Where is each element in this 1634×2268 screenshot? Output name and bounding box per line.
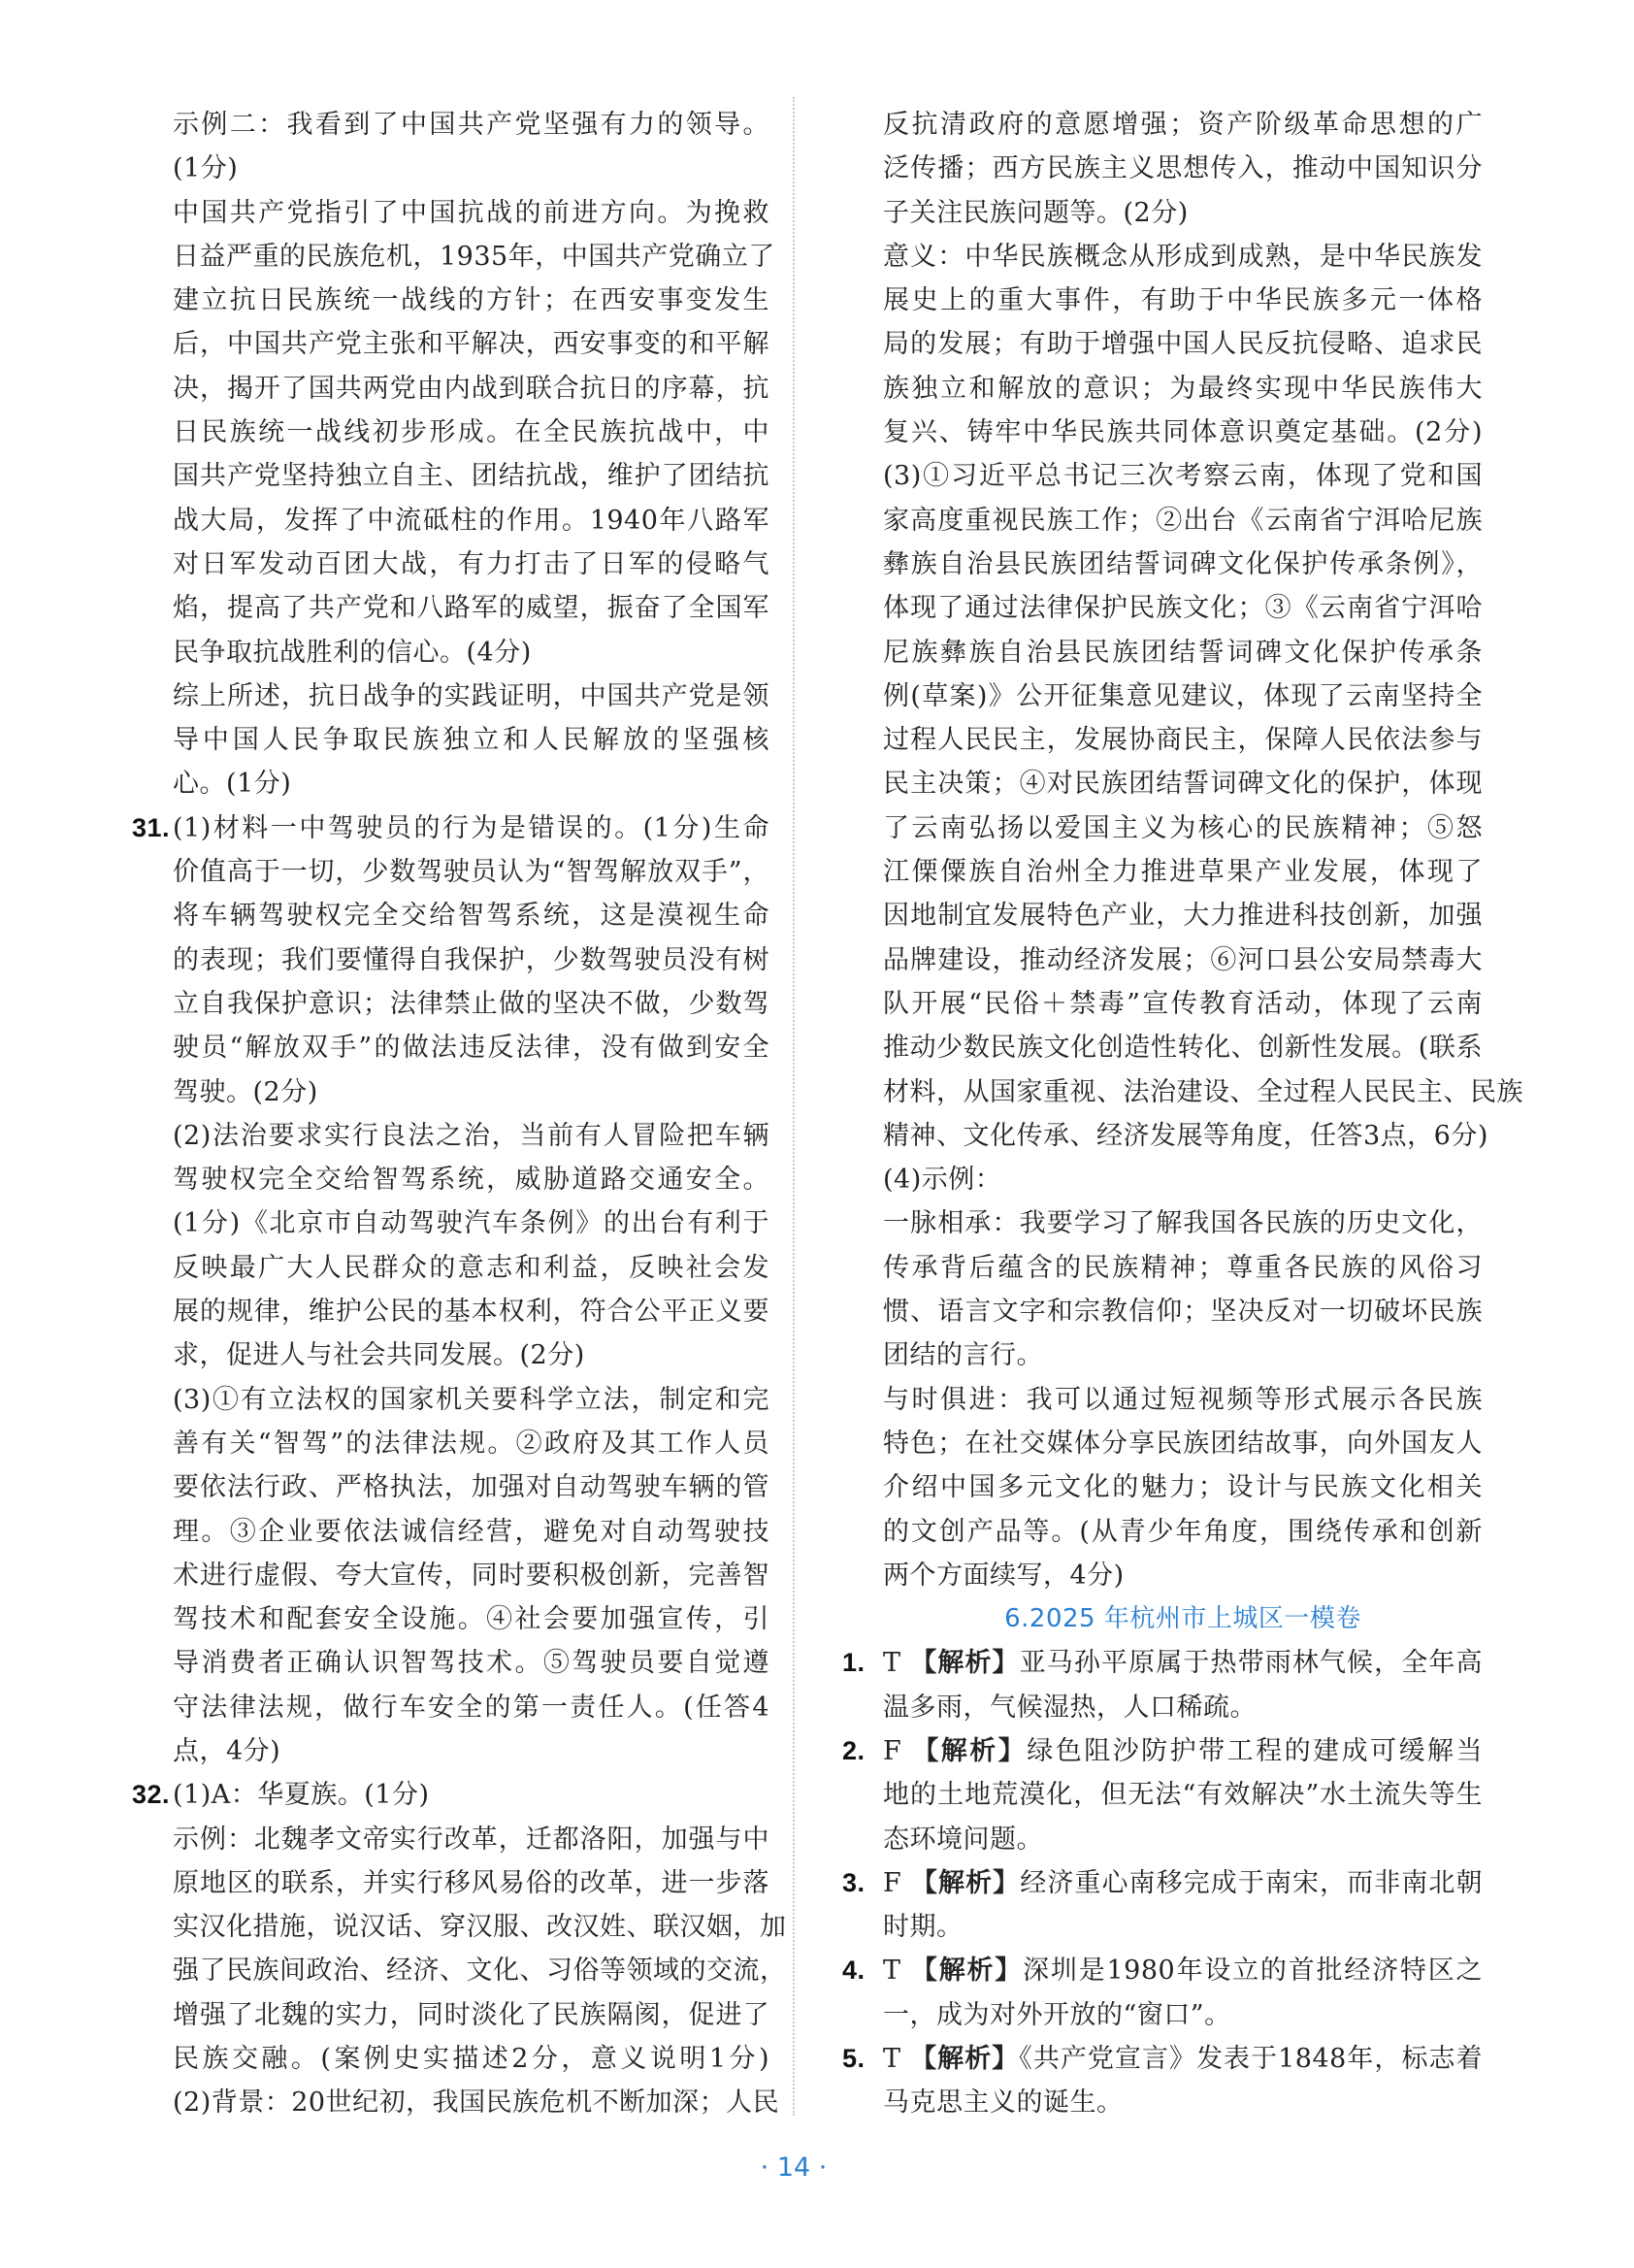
line-text: 求，促进人与社会共同发展。(2分): [173, 1340, 585, 1371]
text-line: [173, 762, 769, 805]
line-text: 民争取抗战胜利的信心。(4分): [173, 637, 532, 668]
text-line: [883, 1246, 1483, 1290]
text-line: [883, 1114, 1488, 1158]
text-line: [883, 1333, 1483, 1377]
line-text: 了云南弘扬以爱国主义为核心的民族精神；⑤怒: [883, 812, 1483, 843]
text-line: [883, 279, 1483, 322]
line-text: 将车辆驾驶权完全交给智驾系统，这是漠视生命: [173, 901, 769, 932]
analysis-label: 【解析】: [910, 1648, 1020, 1679]
text-line: [883, 1158, 1483, 1201]
text-line: [883, 1686, 1483, 1729]
line-text: 地的土地荒漠化，但无法“有效解决”水土流失等生: [883, 1780, 1483, 1811]
line-text: (3)①有立法权的国家机关要科学立法，制定和完: [173, 1384, 769, 1415]
line-text: 过程人民民主，发展协商民主，保障人民依法参与: [883, 725, 1483, 756]
line-text: 例(草案)》公开征集意见建议，体现了云南坚持全: [883, 680, 1483, 711]
text-line: [883, 322, 1483, 366]
analysis-label: 【解析】: [910, 1867, 1021, 1898]
text-line: [173, 1465, 769, 1509]
column-divider: [793, 97, 795, 2116]
line-text: 《共产党宣言》发表于1848年，标志着: [1019, 2044, 1484, 2075]
line-text: 增强了北魏的实力，同时淡化了民族隔阂，促进了: [173, 1999, 769, 2030]
text-line: [883, 1510, 1483, 1554]
text-line: [173, 1290, 769, 1333]
line-text: 尼族彝族自治县民族团结誓词碑文化保护传承条: [883, 637, 1483, 668]
text-line: [883, 938, 1483, 982]
line-text: 与时俱进：我可以通过短视频等形式展示各民族: [883, 1384, 1483, 1415]
answer-key: F: [883, 1867, 911, 1898]
line-text: 因地制宜发展特色产业，大力推进科技创新，加强: [883, 901, 1483, 932]
text-line: [883, 674, 1483, 718]
text-line: [883, 191, 1483, 235]
text-line: [883, 1378, 1483, 1422]
line-text: 导消费者正确认识智驾技术。⑤驾驶员要自觉遵: [173, 1648, 769, 1679]
text-line: [883, 1422, 1483, 1465]
line-text: 彝族自治县民族团结誓词碑文化保护传承条例》，: [883, 548, 1483, 579]
analysis-label: 【解析】: [910, 1956, 1024, 1987]
text-line: [883, 718, 1483, 762]
text-line: [173, 1597, 769, 1641]
text-line: [173, 982, 769, 1026]
line-text: 决，揭开了国共两党由内战到联合抗日的序幕，抗: [173, 373, 769, 404]
text-line: [883, 1465, 1483, 1509]
text-line: [883, 2081, 1483, 2124]
line-text: 强了民族间政治、经济、文化、习俗等领域的交流，: [173, 1956, 787, 1987]
text-line: [883, 762, 1483, 805]
question-number: 4.: [842, 1956, 866, 1986]
text-line: [173, 454, 769, 498]
text-line: [173, 718, 769, 762]
line-text: 推动少数民族文化创造性转化、创新性发展。(联系: [883, 1033, 1483, 1064]
text-line: [173, 1861, 769, 1905]
line-text: 要依法行政、严格执法，加强对自动驾驶车辆的管: [173, 1472, 769, 1503]
text-line: [132, 806, 769, 850]
line-text: 材料，从国家重视、法治建设、全过程人民民主、民族: [883, 1076, 1523, 1107]
page-number: · 14 ·: [760, 2153, 828, 2183]
line-text: (1分)《北京市自动驾驶汽车条例》的出台有利于: [173, 1208, 769, 1239]
text-line: [173, 1641, 769, 1685]
line-text: 驾技术和配套安全设施。④社会要加强宣传，引: [173, 1604, 769, 1635]
question-number: 31.: [132, 812, 171, 842]
text-line: [173, 322, 769, 366]
text-line: [173, 894, 769, 937]
line-text: 意义：中华民族概念从形成到成熟，是中华民族发: [883, 241, 1483, 272]
answer-key: T: [883, 1648, 911, 1679]
text-line: [173, 499, 769, 542]
line-text: 展史上的重大事件，有助于中华民族多元一体格: [883, 285, 1483, 316]
text-line: [173, 2037, 769, 2081]
line-text: 时期。: [883, 1912, 964, 1943]
text-line: [173, 235, 775, 279]
line-text: 复兴、铸牢中华民族共同体意识奠定基础。(2分): [883, 417, 1483, 448]
text-line: [883, 1026, 1483, 1069]
text-line: [173, 367, 769, 411]
section-heading: 6.2025 年杭州市上城区一模卷: [1004, 1604, 1361, 1634]
line-text: 的文创产品等。(从青少年角度，围绕传承和创新: [883, 1516, 1483, 1547]
text-line: [173, 2081, 780, 2124]
text-line: [173, 1554, 769, 1597]
line-text: 子关注民族问题等。(2分): [883, 197, 1189, 228]
text-line: [883, 982, 1483, 1026]
line-text: 建立抗日民族统一战线的方针；在西安事变发生: [173, 285, 769, 316]
text-line: [173, 1686, 769, 1729]
line-text: 反抗清政府的意愿增强；资产阶级革命思想的广: [883, 110, 1483, 140]
line-text: 的表现；我们要懂得自我保护，少数驾驶员没有树: [173, 944, 769, 975]
text-line: [173, 1422, 769, 1465]
line-text: 综上所述，抗日战争的实践证明，中国共产党是领: [173, 680, 769, 711]
question-number: 3.: [842, 1867, 866, 1897]
text-line: [173, 1070, 769, 1114]
answer-key: T: [883, 1956, 911, 1987]
question-number: 2.: [842, 1735, 866, 1765]
line-text: 一，成为对外开放的“窗口”。: [883, 1999, 1231, 2030]
text-line: [842, 1641, 1484, 1685]
line-text: 泛传播；西方民族主义思想传入，推动中国知识分: [883, 153, 1483, 184]
line-text: 族独立和解放的意识；为最终实现中华民族伟大: [883, 373, 1483, 404]
text-line: [883, 1993, 1483, 2037]
text-line: [173, 938, 769, 982]
text-line: [883, 850, 1483, 894]
line-text: (2)法治要求实行良法之治，当前有人冒险把车辆: [173, 1120, 769, 1151]
text-line: [173, 191, 769, 235]
line-text: (2)背景：20世纪初，我国民族危机不断加深；人民: [173, 2087, 780, 2119]
line-text: 后，中国共产党主张和平解决，西安事变的和平解: [173, 329, 769, 360]
line-text: (4)示例：: [883, 1165, 1002, 1196]
line-text: 态环境问题。: [883, 1824, 1043, 1855]
line-text: 江傈僳族自治州全力推进草果产业发展，体现了: [883, 857, 1483, 888]
line-text: 民主决策；④对民族团结誓词碑文化的保护，体现: [883, 769, 1483, 800]
line-text: (3)①习近平总书记三次考察云南，体现了党和国: [883, 461, 1483, 492]
text-line: [173, 1378, 769, 1422]
line-text: 一脉相承：我要学习了解我国各民族的历史文化，: [883, 1208, 1483, 1239]
text-line: [173, 542, 769, 586]
text-line: [173, 674, 769, 718]
line-text: 示例：北魏孝文帝实行改革，迁都洛阳，加强与中: [173, 1824, 769, 1855]
text-line: [883, 103, 1483, 147]
line-text: 介绍中国多元文化的魅力；设计与民族文化相关: [883, 1472, 1483, 1503]
line-text: (1)A：华夏族。(1分): [173, 1780, 430, 1811]
line-text: 实汉化措施，说汉话、穿汉服、改汉姓、联汉姻，加: [173, 1912, 787, 1943]
text-line: [883, 1201, 1483, 1245]
text-line: [883, 586, 1483, 630]
text-line: [883, 1290, 1483, 1333]
line-text: 家高度重视民族工作；②出台《云南省宁洱哈尼族: [883, 505, 1483, 536]
line-text: 点，4分): [173, 1735, 281, 1766]
line-text: 绿色阻沙防护带工程的建成可缓解当: [1027, 1735, 1484, 1766]
line-text: 焰，提高了共产党和八路军的威望，振奋了全国军: [173, 593, 769, 624]
text-line: [173, 147, 769, 190]
text-line: [842, 1861, 1484, 1905]
line-text: 两个方面续写，4分): [883, 1560, 1125, 1591]
line-text: 原地区的联系，并实行移风易俗的改革，进一步落: [173, 1867, 769, 1898]
text-line: [173, 1333, 769, 1377]
text-line: [883, 499, 1483, 542]
question-number: 1.: [842, 1648, 866, 1678]
analysis-label: 【解析】: [910, 2044, 1020, 2075]
line-text: 国共产党坚持独立自主、团结抗战，维护了团结抗: [173, 461, 769, 492]
right-column: [842, 103, 1523, 2125]
text-line: [883, 1818, 1483, 1861]
line-text: 驾驶权完全交给智驾系统，威胁道路交通安全。: [173, 1165, 769, 1196]
line-text: 日民族统一战线初步形成。在全民族抗战中，中: [173, 417, 769, 448]
text-line: [132, 1773, 769, 1817]
line-text: 马克思主义的诞生。: [883, 2087, 1124, 2119]
text-line: [883, 542, 1483, 586]
text-line: [173, 850, 769, 894]
text-line: [173, 1114, 769, 1158]
text-line: [173, 586, 769, 630]
text-line: [883, 1905, 1483, 1949]
line-text: 温多雨，气候湿热，人口稀疏。: [883, 1692, 1257, 1723]
text-line: [173, 279, 769, 322]
question-number: 5.: [842, 2044, 866, 2074]
line-text: 示例二：我看到了中国共产党坚强有力的领导。: [173, 110, 769, 140]
text-line: [883, 631, 1483, 674]
text-line: [173, 1905, 787, 1949]
line-text: 中国共产党指引了中国抗战的前进方向。为挽救: [173, 197, 769, 228]
left-column: [132, 103, 787, 2125]
line-text: 深圳是1980年设立的首批经济特区之: [1023, 1956, 1484, 1987]
text-line: [883, 806, 1483, 850]
text-line: [842, 2037, 1484, 2081]
line-text: 理。③企业要依法诚信经营，避免对自动驾驶技: [173, 1516, 769, 1547]
text-line: [883, 367, 1483, 411]
line-text: 驾驶。(2分): [173, 1076, 318, 1107]
line-text: 局的发展；有助于增强中国人民反抗侵略、追求民: [883, 329, 1483, 360]
question-number: 32.: [132, 1780, 171, 1810]
text-line: [883, 454, 1483, 498]
line-text: 日益严重的民族危机，1935年，中国共产党确立了: [173, 241, 775, 272]
text-line: [173, 1158, 769, 1201]
line-text: 特色；在社交媒体分享民族团结故事，向外国友人: [883, 1428, 1483, 1459]
line-text: 队开展“民俗＋禁毒”宣传教育活动，体现了云南: [883, 988, 1483, 1019]
line-text: 品牌建设，推动经济发展；⑥河口县公安局禁毒大: [883, 944, 1483, 975]
text-line: [173, 1510, 769, 1554]
text-line: [173, 1818, 769, 1861]
line-text: 传承背后蕴含的民族精神；尊重各民族的风俗习: [883, 1252, 1483, 1283]
answer-key: T: [883, 2044, 911, 2075]
line-text: 心。(1分): [173, 769, 292, 800]
line-text: 经济重心南移完成于南宋，而非南北朝: [1020, 1867, 1484, 1898]
line-text: 立自我保护意识；法律禁止做的坚决不做，少数驾: [173, 988, 769, 1019]
text-line: [883, 1554, 1483, 1597]
line-text: 亚马孙平原属于热带雨林气候，全年高: [1019, 1648, 1484, 1679]
text-line: [883, 411, 1483, 454]
text-line: [173, 411, 769, 454]
line-text: 驶员“解放双手”的做法违反法律，没有做到安全: [173, 1033, 769, 1064]
line-text: 精神、文化传承、经济发展等角度，任答3点，6分): [883, 1120, 1488, 1151]
text-line: [173, 1201, 769, 1245]
answer-key: F: [883, 1735, 913, 1766]
line-text: 展的规律，维护公民的基本权利，符合公平正义要: [173, 1297, 769, 1328]
line-text: 惯、语言文字和宗教信仰；坚决反对一切破坏民族: [883, 1297, 1483, 1328]
text-line: [883, 1070, 1523, 1114]
line-text: 民族交融。(案例史实描述2分，意义说明1分): [173, 2044, 769, 2075]
text-line: [173, 1026, 769, 1069]
line-text: 守法律法规，做行车安全的第一责任人。(任答4: [173, 1692, 769, 1723]
line-text: 价值高于一切，少数驾驶员认为“智驾解放双手”，: [173, 857, 769, 888]
line-text: 导中国人民争取民族独立和人民解放的坚强核: [173, 725, 769, 756]
text-line: [883, 147, 1483, 190]
line-text: 术进行虚假、夸大宣传，同时要积极创新，完善智: [173, 1560, 769, 1591]
line-text: 善有关“智驾”的法律法规。②政府及其工作人员: [173, 1428, 769, 1459]
line-text: (1)材料一中驾驶员的行为是错误的。(1分)生命: [173, 812, 769, 843]
text-line: [883, 1773, 1483, 1817]
analysis-label: 【解析】: [912, 1735, 1028, 1766]
text-line: [173, 631, 769, 674]
line-text: 反映最广大人民群众的意志和利益，反映社会发: [173, 1252, 769, 1283]
line-text: 对日军发动百团大战，有力打击了日军的侵略气: [173, 548, 769, 579]
text-line: [173, 1729, 769, 1773]
line-text: 团结的言行。: [883, 1340, 1043, 1371]
line-text: 体现了通过法律保护民族文化；③《云南省宁洱哈: [883, 593, 1483, 624]
text-line: [842, 1949, 1484, 1992]
text-line: [173, 1993, 769, 2037]
text-line: [842, 1729, 1484, 1773]
line-text: (1分): [173, 153, 239, 184]
text-line: [883, 235, 1483, 279]
text-line: [173, 1949, 787, 1992]
line-text: 战大局，发挥了中流砥柱的作用。1940年八路军: [173, 505, 769, 536]
text-line: [173, 1246, 769, 1290]
text-line: [173, 103, 769, 147]
text-line: [883, 894, 1483, 937]
